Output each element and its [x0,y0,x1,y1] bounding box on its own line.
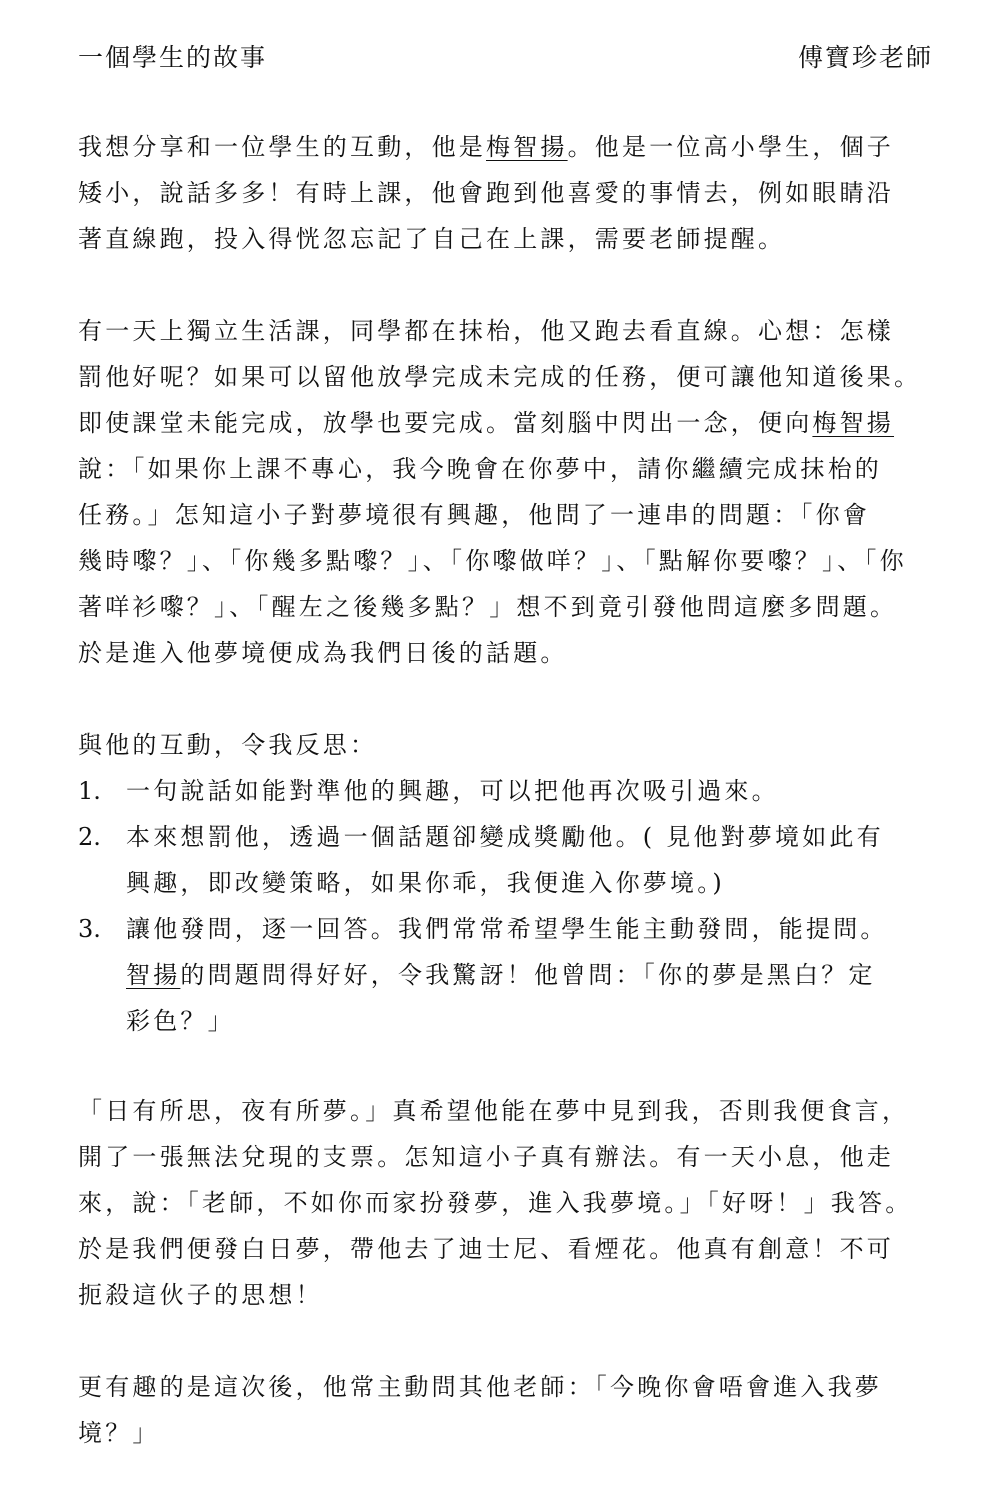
student-name: 梅智揚 [812,409,895,437]
text-line: 來，說：「老師，不如你而家扮發夢，進入我夢境。」「好呀！」我答。 [78,1189,913,1217]
text-span: 。他是一位高小學生，個子 [567,133,895,161]
text-line: 任務。」怎知這小子對夢境很有興趣，他問了一連串的問題：「你會 [78,501,870,529]
list-number: 3. [78,915,101,943]
list-item-text: 讓他發問，逐一回答。我們常常希望學生能主動發問，能提問。 [126,915,888,943]
text-span: 的問題問得好好，令我驚訝！他曾問：「你的夢是黑白？定 [180,961,876,989]
text-line: 「日有所思，夜有所夢。」真希望他能在夢中見到我，否則我便食言， [78,1097,910,1125]
doc-author: 傅寶珍老師 [797,43,933,72]
text-line: 著咩衫嚟？」、「醒左之後幾多點？」想不到竟引發他問這麼多問題。 [78,593,898,621]
text-line: 於是進入他夢境便成為我們日後的話題。 [78,639,568,667]
student-name: 梅智揚 [486,133,568,161]
list-number: 2. [78,823,101,851]
list-item-text [126,960,876,990]
text-span: 即使課堂未能完成，放學也要完成。當刻腦中閃出一念，便向 [78,409,813,437]
reflection-intro: 與他的互動，令我反思： [78,731,378,759]
text-line: 說：「如果你上課不專心，我今晚會在你夢中，請你繼續完成抹枱的 [78,455,882,483]
text-line: 罰他好呢？如果可以留他放學完成未完成的任務，便可讓他知道後果。 [78,363,922,391]
text-line: 有一天上獨立生活課，同學都在抹枱，他又跑去看直線。心想：怎樣 [78,317,894,345]
text-line: 幾時嚟？」、「你幾多點嚟？」、「你嚟做咩？」、「點解你要嚟？」、「你 [78,547,907,575]
list-item-text: 一句說話如能對準他的興趣，可以把他再次吸引過來。 [126,777,779,805]
text-span: 我想分享和一位學生的互動，他是 [78,133,486,161]
text-line: 著直線跑，投入得恍忽忘記了自己在上課，需要老師提醒。 [78,225,786,253]
list-number: 1. [78,777,101,805]
student-name: 智揚 [126,961,181,989]
text-line: 開了一張無法兌現的支票。怎知這小子真有辦法。有一天小息，他走 [78,1143,894,1171]
text-line: 更有趣的是這次後，他常主動問其他老師：「今晚你會唔會進入我夢 [78,1373,882,1401]
text-line: 境？」 [78,1419,160,1447]
text-line [78,408,894,438]
text-line: 扼殺這伙子的思想！ [78,1281,323,1309]
text-line: 於是我們便發白日夢，帶他去了迪士尼、看煙花。他真有創意！不可 [78,1235,894,1263]
list-item-text: 本來想罰他，透過一個話題卻變成獎勵他。( 見他對夢境如此有 [126,823,884,851]
list-item-text: 彩色？」 [126,1007,235,1035]
doc-title: 一個學生的故事 [78,43,268,72]
text-line [78,132,894,162]
text-line: 矮小，說話多多！有時上課，他會跑到他喜愛的事情去，例如眼睛沿 [78,179,894,207]
list-item-text: 興趣，即改變策略，如果你乖，我便進入你夢境。) [126,869,725,897]
